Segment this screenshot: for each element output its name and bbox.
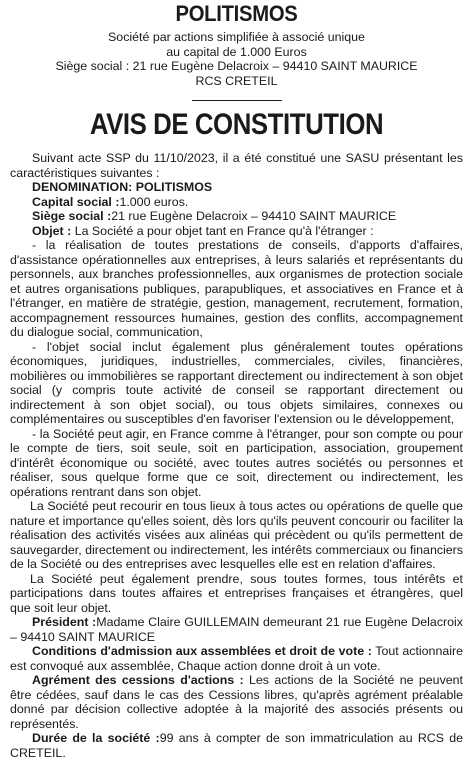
objet-item-3: - la Société peut agir, en France comme à l'étranger, pour son compte ou pour le compte de tiers, soit seule, soit en participation, association, groupement d'intérêt économique ou société, avec toutes autres sociétés ou personnes et réaliser, sous quelque forme que ce soit, directement ou indirectement, les opérations rentrant dans son objet. [10, 426, 463, 499]
objet-label: Objet : [32, 223, 72, 238]
denomination: DENOMINATION: POLITISMOS [32, 180, 213, 194]
president-value: Madame Claire GUILLEMAIN demeurant 21 rue Eugène Delacroix – 94410 SAINT MAURICE [10, 615, 463, 644]
president-line [10, 615, 463, 644]
siege-value: 21 rue Eugène Delacroix – 94410 SAINT MAURICE [111, 209, 397, 223]
conditions-line [10, 644, 463, 673]
capital-line [10, 195, 463, 210]
siege-line [10, 209, 463, 224]
agrement-value: Les actions de la Société ne peuvent être cédées, sauf dans le cas des Cessions libres, qu'après agrément préalable donné par décision collective adoptée à la majorité des associés présents ou représentés. [10, 673, 463, 731]
duree-value: 99 ans à compter de son immatriculation au RCS de CRETEIL. [10, 731, 463, 760]
intro-text: Suivant acte SSP du 11/10/2023, il a été constitué une SASU présentant les caractéristiques suivantes : [10, 151, 463, 180]
objet-line [10, 224, 463, 239]
company-name: POLITISMOS [175, 1, 298, 26]
company-capital: au capital de 1.000 Euros [166, 44, 307, 59]
notice-title: AVIS DE CONSTITUTION [89, 108, 384, 141]
duree-label: Durée de la société : [32, 731, 160, 745]
president-label: Président : [32, 615, 97, 629]
notice-body [10, 151, 463, 760]
conditions-value: Tout actionnaire est convoqué aux assemblée, Chaque action donne droit à un vote. [10, 644, 463, 673]
objet-item-1: - la réalisation de toutes prestations de conseils, d'apports d'affaires, d'assistance opérationnelles aux entreprises, à leurs salariés et représentants du personnels, aux branches professionnelles, aux organismes de protection sociale et autres organisations publiques, parapubliques, et associatives en France et à l'étranger, en matière de stratégie, gestion, management, recrutement, formation, accompagnement ressources humaines, gestion des conflits, accompagnement du dialogue social, communication, [10, 238, 463, 339]
divider [192, 100, 282, 101]
objet-paragraph-1: La Société peut recourir en tous lieux à tous actes ou opérations de quelle que nature et importance qu'elles soient, dès lors qu'ils peuvent concourir ou faciliter la réalisation des activités visées aux alinéas qui précèdent ou qu'ils permettent de sauvegarder, directement ou indirectement, les intérêts commerciaux ou financiers de la Société ou des entreprises avec lesquelles elle est en relation d'affaires. [10, 499, 463, 571]
objet-item-2: - l'objet social inclut également plus généralement toutes opérations économiques, juridiques, industrielles, commerciales, civiles, financières, mobilières ou immobilières se rapportant directement ou indirectement à son objet social (y compris toute activité de conseil se rapportant directement ou indirectement à son objet social), ou tous objets similaires, connexes ou complémentaires ou susceptibles d'en favoriser l'extension ou le développement, [10, 339, 463, 426]
agrement-line [10, 673, 463, 731]
siege-label: Siège social : [32, 209, 112, 223]
company-rcs: RCS CRETEIL [195, 73, 278, 88]
objet-paragraph-2: La Société peut également prendre, sous toutes formes, tous intérêts et participations dans toutes affaires et entreprises françaises et étrangères, quel que soit leur objet. [10, 571, 463, 615]
capital-value: 1.000 euros. [119, 194, 189, 209]
company-form: Société par actions simplifiée à associé unique [108, 30, 365, 44]
objet-value: La Société a pour objet tant en France qu'à l'étranger : [71, 223, 374, 238]
capital-label: Capital social : [32, 194, 120, 209]
conditions-label: Conditions d'admission aux assemblées et droit de vote : [32, 644, 372, 658]
agrement-label: Agrément des cessions d'actions : [32, 673, 244, 687]
duree-line [10, 731, 463, 760]
company-address: Siège social : 21 rue Eugène Delacroix – 94410 SAINT MAURICE [55, 59, 418, 73]
